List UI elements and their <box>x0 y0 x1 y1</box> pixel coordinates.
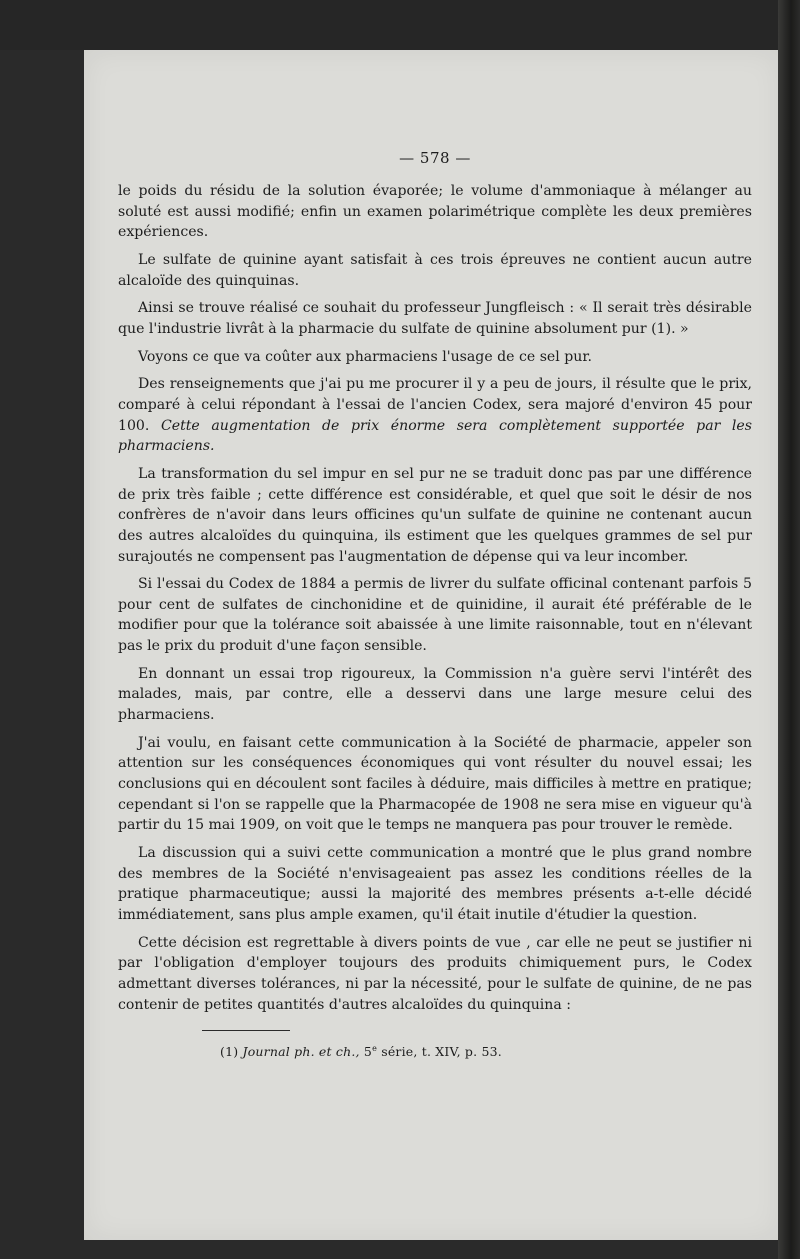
paragraph-italic-text: Cette augmentation de prix énorme sera complètement supportée par les pharmaciens. <box>118 417 752 455</box>
footnote-series-number: 5 <box>363 1044 373 1059</box>
paragraph: En donnant un essai trop rigoureux, la Commission n'a guère servi l'intérêt des malades, mais, par contre, elle a desservi dans une large mesure celui des pharmaciens. <box>118 665 752 724</box>
paragraph: Voyons ce que va coûter aux pharmaciens l'usage de ce sel pur. <box>138 348 593 365</box>
paragraph <box>118 374 752 457</box>
paragraph: Le sulfate de quinine ayant satisfait à ces trois épreuves ne contient aucun autre alcaloïde des quinquinas. <box>118 251 752 289</box>
footnote-reference: série, t. XIV, p. 53. <box>381 1044 502 1059</box>
footnote-journal: Journal ph. et ch., <box>242 1044 360 1059</box>
paragraph: La transformation du sel impur en sel pur ne se traduit donc pas par une différence de prix très faible ; cette différence est considérable, et quel que soit le désir de nos confrères de n'avoir dans leurs officines qu'un sulfate de quinine ne contenant aucun des autres alcaloïdes du quinquina, ils estiment que les quelques grammes de sel pur surajoutés ne compensent pas l'augmentation de dépense qui va leur incomber. <box>118 465 752 565</box>
scan-background-top <box>0 0 800 50</box>
page-number: — 578 — <box>399 149 471 167</box>
paragraph: La discussion qui a suivi cette communication a montré que le plus grand nombre des membres de la Société n'envisageaient pas assez les conditions réelles de la pratique pharmaceutique; aussi la majorité des membres présents a-t-elle décidé immédiatement, sans plus ample examen, qu'il était inutile d'étudier la question. <box>118 845 752 923</box>
footnote-divider <box>202 1030 290 1031</box>
paragraph: J'ai voulu, en faisant cette communication à la Société de pharmacie, appeler son attention sur les conséquences économiques qui vont résulter du nouvel essai; les conclusions qui en découlent sont faciles à déduire, mais difficiles à mettre en pratique; cependant si l'on se rappelle que la Pharmacopée de 1908 ne sera mise en vigueur qu'à partir du 15 mai 1909, on voit que le temps ne manquera pas pour trouver le remède. <box>118 734 752 834</box>
paragraph: Ainsi se trouve réalisé ce souhait du professeur Jungfleisch : « Il serait très désirable que l'industrie livrât à la pharmacie du sulfate de quinine absolument pur (1). » <box>118 300 752 337</box>
paragraph-text: Des renseignements que j'ai pu me procurer il y a peu de jours, il résulte que le prix, comparé à celui répondant à l'essai de l'ancien Codex, sera majoré d'environ 45 pour 100. <box>118 376 752 434</box>
paragraph: Si l'essai du Codex de 1884 a permis de livrer du sulfate officinal contenant parfois 5 pour cent de sulfates de cinchonidine et de quinidine, il aurait été préférable de le modifier pour que la tolérance soit abaissée à une limite raisonnable, tout en n'élevant pas le prix du produit d'une façon sensible. <box>118 576 752 655</box>
body-text <box>118 181 752 1022</box>
scan-background-right <box>778 0 800 1259</box>
paragraph: le poids du résidu de la solution évaporée; le volume d'ammoniaque à mélanger au soluté est aussi modifié; enfin un examen polarimétrique complète les deux premières expériences. <box>118 183 752 241</box>
footnote-series-superscript: e <box>372 1043 378 1053</box>
footnote <box>220 1044 502 1059</box>
footnote-marker: (1) <box>220 1044 239 1059</box>
paragraph: Cette décision est regrettable à divers points de vue , car elle ne peut se justifier ni par l'obligation d'employer toujours des produits chimiquement purs, le Codex admettant diverses tolérances, ni par la nécessité, pour le sulfate de quinine, de ne pas contenir de petites quantités d'autres alcaloïdes du quinquina : <box>118 934 752 1013</box>
